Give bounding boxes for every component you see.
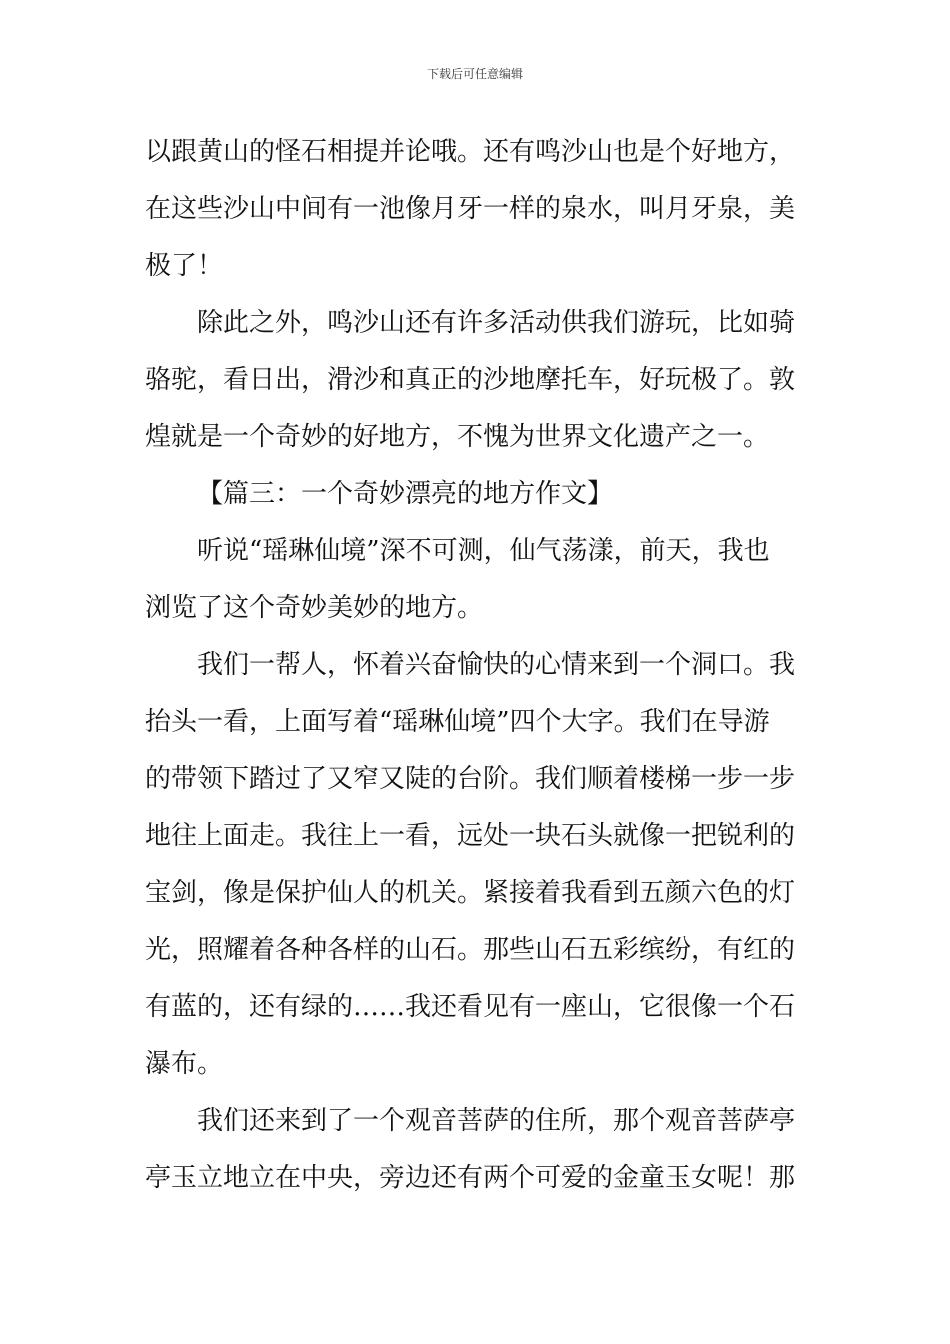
paragraph-start-line: 听说“瑶琳仙境”深不可测，仙气荡漾，前天，我也 [197, 536, 770, 566]
text-line: 亭玉立地立在中央，旁边还有两个可爱的金童玉女呢！那 [145, 1163, 796, 1193]
text-line: 瀑布。 [145, 1049, 224, 1079]
page-header-note: 下载后可任意编辑 [426, 67, 523, 81]
text-line: 抬头一看，上面写着“瑶琳仙境”四个大字。我们在导游 [145, 707, 770, 737]
paragraph-start-line: 我们还来到了一个观音菩萨的住所，那个观音菩萨亭 [197, 1106, 796, 1136]
text-line: 以跟黄山的怪石相提并论哦。还有鸣沙山也是个好地方， [145, 137, 796, 167]
text-line: 骆驼，看日出，滑沙和真正的沙地摩托车，好玩极了。敦 [145, 365, 796, 395]
section-heading: 【篇三：一个奇妙漂亮的地方作文】 [197, 479, 614, 509]
text-line: 有蓝的，还有绿的……我还看见有一座山，它很像一个石 [145, 992, 796, 1022]
text-line: 地往上面走。我往上一看，远处一块石头就像一把锐利的 [145, 821, 796, 851]
text-line: 煌就是一个奇妙的好地方，不愧为世界文化遗产之一。 [145, 422, 770, 452]
text-line: 浏览了这个奇妙美妙的地方。 [145, 593, 484, 623]
text-line: 在这些沙山中间有一池像月牙一样的泉水，叫月牙泉，美 [145, 194, 796, 224]
text-line: 光，照耀着各种各样的山石。那些山石五彩缤纷，有红的 [145, 935, 796, 965]
paragraph-start-line: 除此之外，鸣沙山还有许多活动供我们游玩，比如骑 [197, 308, 796, 338]
text-line: 极了！ [145, 251, 224, 281]
document-body [145, 124, 807, 1207]
text-line: 宝剑，像是保护仙人的机关。紧接着我看到五颜六色的灯 [145, 878, 796, 908]
text-line: 的带领下踏过了又窄又陡的台阶。我们顺着楼梯一步一步 [145, 764, 796, 794]
paragraph-start-line: 我们一帮人，怀着兴奋愉快的心情来到一个洞口。我 [197, 650, 796, 680]
